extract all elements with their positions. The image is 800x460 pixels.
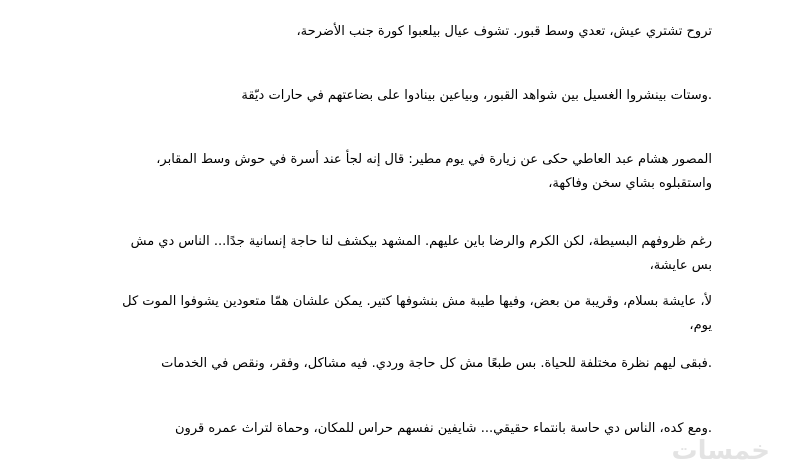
paragraph-6: .فبقى ليهم نظرة مختلفة للحياة. بس طبعًا مش كل حاجة وردي. فيه مشاكل، وفقر، ونقص في الخدمات bbox=[161, 356, 712, 371]
paragraph-4: رغم ظروفهم البسيطة، لكن الكرم والرضا باين عليهم. المشهد بيكشف لنا حاجة إنسانية جدًا... الناس دي مش بس عايشة، bbox=[130, 234, 712, 273]
paragraph-3: المصور هشام عبد العاطي حكى عن زيارة في يوم مطير: قال إنه لجأ عند أسرة في حوش وسط المقابر، واستقبلوه بشاي سخن وفاكهة، bbox=[156, 152, 712, 191]
paragraph-7: .ومع كده، الناس دي حاسة بانتماء حقيقي... شايفين نفسهم حراس للمكان، وحماة لتراث عمره قرون bbox=[175, 421, 712, 436]
watermark-logo: خمسات bbox=[671, 436, 770, 460]
paragraph-1: تروح تشتري عيش، تعدي وسط قبور. تشوف عيال بيلعبوا كورة جنب الأضرحة، bbox=[296, 24, 712, 39]
paragraph-2: .وستات بينشروا الغسيل بين شواهد القبور، وبياعين بينادوا على بضاعتهم في حارات ديّقة bbox=[241, 88, 712, 103]
paragraph-5: لأ، عايشة بسلام، وقريبة من بعض، وفيها طيبة مش بنشوفها كتير. يمكن علشان همّا متعودين يشوفوا الموت كل يوم، bbox=[122, 294, 712, 333]
